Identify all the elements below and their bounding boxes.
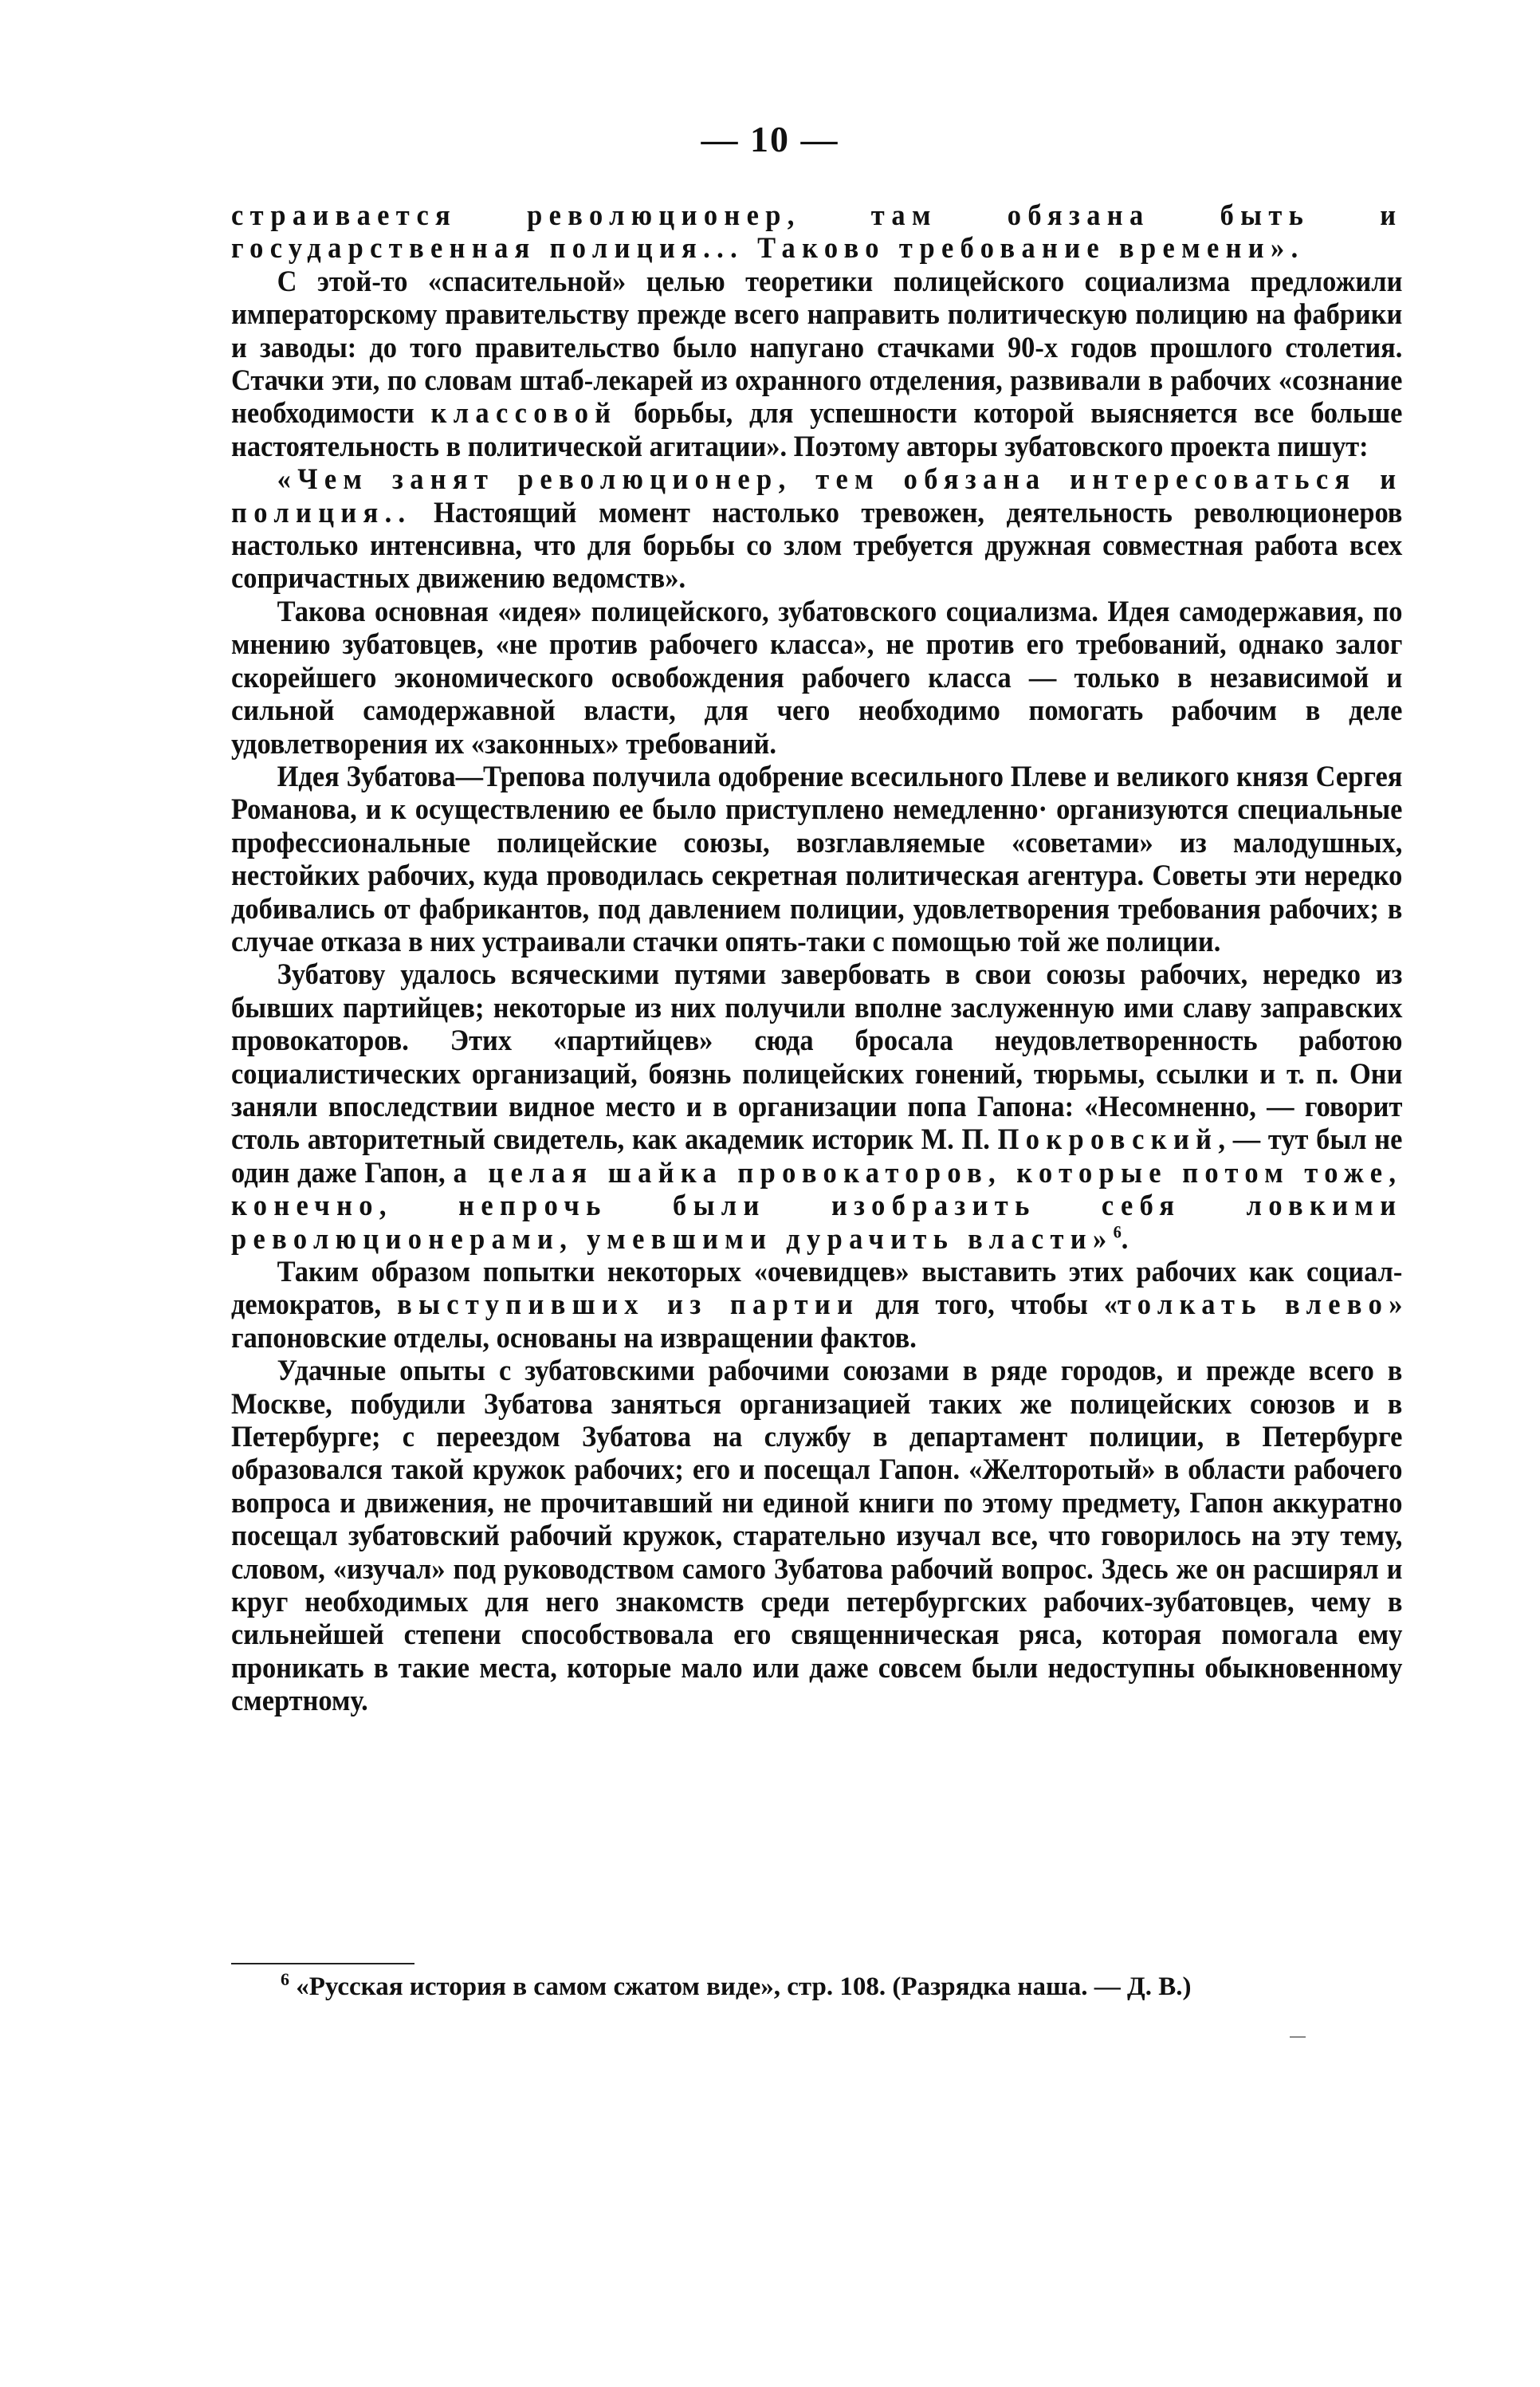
paragraph-6 (231, 958, 1402, 1256)
paragraph-text: Удачные опыты с зубатовскими рабочими союзами в ряде городов, и прежде всего в Москве, побудили Зубатова заняться организацией таких же полицейских союзов и в Петербурге; с переездом Зубатова на службу в департамент полиции, в Петербурге образовался такой кружок рабочих; его и посещал Гапон. «Желторотый» в области рабочего вопроса и движения, не прочитавший ни единой книги по этому предмету, Гапон аккуратно посещал зубатовский рабочий кружок, старательно изучал все, что говорилось на эту тему, словом, «изучал» под руководством самого Зубатова рабочий вопрос. Здесь же он расширял и круг необходимых для него знакомств среди петербургских рабочих-зубатовцев, чему в сильнейшей степени способствовала его священническая ряса, которая помогала ему проникать в такие места, которые мало или даже совсем были недоступны обыкновенному смертному. (231, 1355, 1403, 1718)
paragraph-text: . (1121, 1222, 1129, 1256)
paragraph-5 (231, 761, 1402, 958)
page-number: — 10 — (701, 119, 839, 159)
paragraph-text: Зубатову удалось всяческими путями завербовать в свои союзы рабочих, нередко из бывших партийцев; некоторые из них получили вполне заслуженную ими славу заправских провокаторов. Этих «партийцев» сюда бросала неудовлетворенность работою социалистических организаций, боязнь полицейских гонений, тюрьмы, ссылки и т. п. Они заняли впоследствии видное место и в организации попа Гапона: «Несомненно, — говорит столь авторитетный свидетель, как академик историк М. П. (231, 958, 1403, 1157)
emphasis-spaced: классовой (430, 397, 618, 431)
footnote-reference: 6 (1113, 1221, 1122, 1242)
paragraph-7 (231, 1256, 1402, 1355)
paragraph-text: С этой-то «спасительной» целью теоретики полицейского социализма предложили императорскому правительству прежде всего направить политическую полицию на фабрики и заводы: до того правительство было напугано стачками 90-х годов прошлого столетия. Стачки эти, по словам штаб-лекарей из охранного отделения, развивали в рабочих «сознание необходимости (231, 265, 1403, 431)
emphasis-spaced: а целая шайка провокаторов, которые потом тоже, конечно, непрочь были изобразить себя ловкими революционерами, умевшими дурачить власти» (231, 1156, 1403, 1256)
emphasis-spaced: толкать влево (1117, 1288, 1389, 1322)
margin-mark (1290, 2036, 1306, 2038)
paragraph-text: для того, чтобы « (859, 1288, 1118, 1322)
paragraph-text: , — тут был не один даже Гапон, (231, 1123, 1403, 1190)
paragraph-text: борьбы, для успешности которой выясняется все больше настоятельность в политической агитации». Поэтому авторы зубатовского проекта пишут: (231, 397, 1403, 463)
paragraph-text: Таким образом попытки некоторых «очевидцев» выставить этих рабочих как социал-демократов, (231, 1256, 1403, 1322)
paragraph-2 (231, 265, 1402, 463)
paragraph-3 (231, 463, 1402, 596)
footnote (231, 1971, 1403, 2003)
emphasis-spaced: страивается революционер, там обязана быть и государственная полиция... Таково требование времени». (231, 199, 1403, 265)
body-text (231, 199, 1403, 1718)
paragraph-text: Такова основная «идея» полицейского, зубатовского социализма. Идея самодержавия, по мнению зубатовцев, «не против рабочего класса», не против его требований, однако залог скорейшего экономического освобождения рабочего класса — только в независимой и сильной самодержавной власти, для чего необходимо помогать рабочим в деле удовлетворения их «законных» требований. (231, 595, 1403, 761)
paragraph-text: Идея Зубатова—Трепова получила одобрение всесильного Плеве и великого князя Сергея Романова, и к осуществлению ее было приступлено немедленно· организуются специальные профессиональные полицейские союзы, возглавляемые «советами» из малодушных, нестойких рабочих, куда проводилась секретная политическая агентура. Советы эти нередко добивались от фабрикантов, под давлением полиции, удовлетворения требования рабочих; в случае отказа в них устраивали стачки опять-таки с помощью той же полиции. (231, 760, 1403, 958)
footnote-divider (231, 1963, 414, 1964)
emphasis-spaced: Покровский (997, 1123, 1219, 1157)
paragraph-text: » гапоновские отделы, основаны на извращении фактов. (231, 1288, 1403, 1355)
paragraph-1 (231, 199, 1402, 265)
emphasis-spaced: «Чем занят революционер, тем обязана интересоваться и полиция.. (231, 463, 1403, 529)
paragraph-text: Настоящий момент настолько тревожен, деятельность революционеров настолько интенсивна, что для борьбы со злом требуется дружная совместная работа всех сопричастных движению ведомств». (231, 496, 1403, 596)
footnote-text: «Русская история в самом сжатом виде», стр. 108. (Разрядка наша. — Д. В.) (296, 1972, 1192, 2001)
footnote-marker: 6 (281, 1969, 289, 1989)
emphasis-spaced: выступивших из партии (397, 1288, 860, 1322)
paragraph-8 (231, 1355, 1402, 1717)
paragraph-4 (231, 596, 1402, 761)
